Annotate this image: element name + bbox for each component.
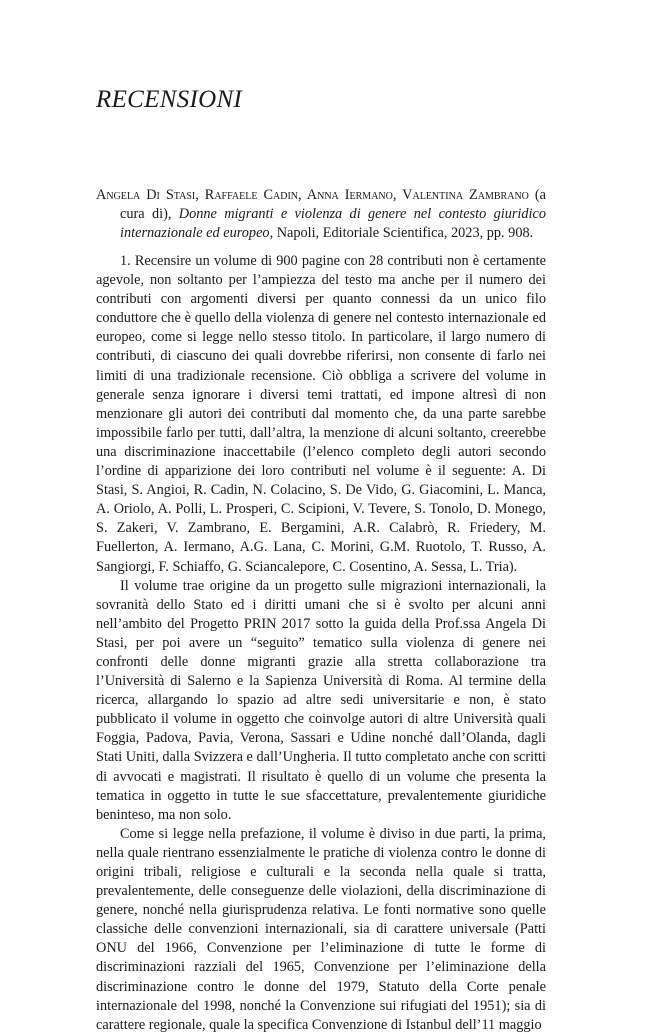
citation-authors-wrap: [96, 187, 529, 203]
section-title: RECENSIONI: [96, 86, 243, 113]
citation-publication: , Napoli, Editoriale Scientifica, 2023, pp. 908.: [269, 225, 534, 241]
citation-authors: Angela Di Stasi, Raffaele Cadin, Anna Iermano, Valentina Zambrano: [96, 187, 529, 203]
paragraph: 1. Recensire un volume di 900 pagine con 28 contributi non è certamente agevole, non soltanto per l’ampiezza del testo ma anche per il numero dei contributi con argomenti diversi per quanto connessi da un unico filo conduttore che è quello della violenza di genere nel contesto internazionale ed europeo, come si legge nello stesso titolo. In particolare, il largo numero di contributi, di ciascuno dei quali dovrebbe riferirsi, non consente di farlo nei limiti di una tradizionale recensione. Ciò obbliga a scrivere del volume in generale senza ignorare i diversi temi trattati, ed impone altresì di non menzionare gli autori dei contributi dal momento che, da una parte sarebbe impossibile farlo per tutti, dall’altra, la menzione di alcuni soltanto, creerebbe una discriminazione inaccettabile (l’elenco completo degli autori secondo l’ordine di apparizione dei loro contributi nel volume è il seguente: A. Di Stasi, S. Angioi, R. Cadin, N. Colacino, S. De Vido, G. Giacomini, L. Manca, A. Oriolo, A. Polli, L. Prosperi, C. Scipioni, V. Tevere, S. Tonolo, D. Monego, S. Zakeri, V. Zambrano, E. Bergamini, A.R. Calabrò, R. Friedery, M. Fuellerton, A. Iermano, A.G. Lana, C. Morini, G.M. Ruotolo, T. Russo, A. Sangiorgi, F. Schiaffo, G. Sciancalepore, C. Cosentino, A. Sessa, L. Tria).: [96, 253, 546, 575]
citation-editors-note: (a cura di),: [120, 187, 546, 222]
book-citation: [96, 186, 546, 243]
citation-book-title: Donne migranti e violenza di genere nel contesto giuridico internazionale ed europeo: [120, 206, 546, 241]
paragraph: Il volume trae origine da un progetto sulle migrazioni internazionali, la sovranità dello Stato ed i diritti umani che si è svolto per alcuni anni nell’ambito del Progetto PRIN 2017 sotto la guida della Prof.ssa Angela Di Stasi, per poi avere un “seguito” tematico sulla violenza di genere nei confronti delle donne migranti grazie alla stretta collaborazione tra l’Università di Salerno e la Sapienza Università di Roma. Al termine della ricerca, allargando lo spazio ad altre sedi universitarie e non, è stato pubblicato il volume in oggetto che coinvolge autori di altre Università quali Foggia, Padova, Pavia, Verona, Sassari e Udine nonché dall’Olanda, dagli Stati Uniti, dalla Svizzera e dall’Ungheria. Il tutto completato anche con scritti di avvocati e magistrati. Il risultato è quello di un volume che presenta la tematica in oggetto in tutte le sue sfaccettature, prevalentemente giuridiche beninteso, ma non solo.: [96, 577, 546, 823]
review-body: [96, 252, 546, 1035]
paragraph: Come si legge nella prefazione, il volume è diviso in due parti, la prima, nella quale rientrano essenzialmente le pratiche di violenza contro le donne di origini tribali, religiose e culturali e la seconda nella quale si tratta, prevalentemente, delle conseguenze delle violazioni, della discriminazione di genere, nonché nella giurisprudenza relativa. Le fonti normative sono quelle classiche delle convenzioni internazionali, sia di carattere universale (Patti ONU del 1966, Convenzione per l’eliminazione di tutte le forme di discriminazioni razziali del 1965, Convenzione per l’eliminazione della discriminazione contro le donne del 1979, Statuto della Corte penale internazionale del 1998, nonché la Convenzione sui rifugiati del 1951); sia di carattere regionale, quale la specifica Convenzione di Istanbul dell’11 maggio: [96, 825, 546, 1033]
